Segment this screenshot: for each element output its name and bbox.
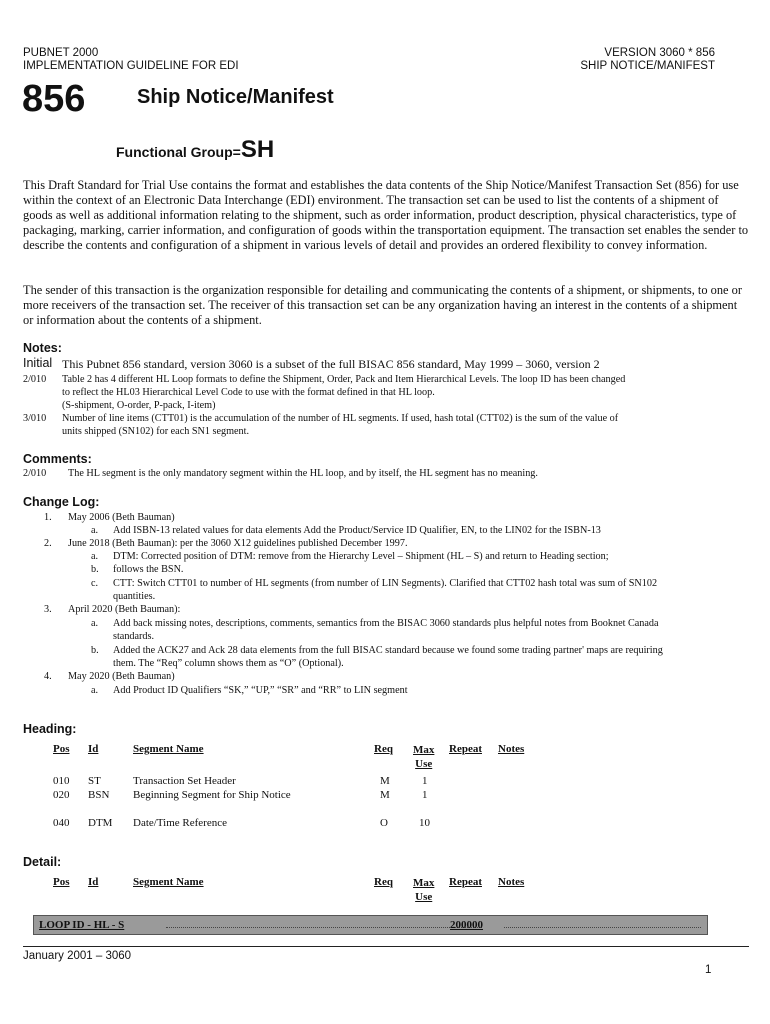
col-max-use-line2: Use: [415, 891, 433, 903]
changelog-marker-2a: a.: [91, 551, 99, 562]
notes-initial-text: This Pubnet 856 standard, version 3060 is a subset of the full BISAC 856 standard, May 1999 – 3060, version 2: [62, 357, 600, 371]
page-number: 1: [705, 964, 712, 976]
notes-initial-label: Initial: [23, 356, 53, 370]
col-req: Req: [374, 876, 393, 888]
col-repeat: Repeat: [449, 743, 482, 755]
changelog-item-4: May 2020 (Beth Bauman): [68, 671, 175, 682]
note-1-line1: Table 2 has 4 different HL Loop formats to define the Shipment, Order, Pack and Item Hierarchical Levels. The loop ID has been changed: [62, 374, 626, 385]
table-row-id: BSN: [88, 789, 110, 801]
changelog-item-3b: [113, 644, 753, 670]
changelog-item-1: May 2006 (Beth Bauman): [68, 512, 175, 523]
table-row-pos: 040: [53, 817, 70, 829]
changelog-heading: Change Log:: [23, 495, 100, 509]
col-pos: Pos: [53, 743, 70, 755]
col-repeat: Repeat: [449, 876, 482, 888]
table-row-name: Transaction Set Header: [133, 775, 236, 787]
note-ref-1: 2/010: [23, 374, 47, 385]
changelog-num-1: 1.: [44, 512, 52, 523]
changelog-marker-2c: c.: [91, 578, 99, 589]
note-2: [62, 412, 752, 438]
col-max-use-line2: Use: [415, 758, 433, 770]
comment-ref: 2/010: [23, 468, 47, 479]
note-2-line2: units shipped (SN102) for each SN1 segment.: [62, 426, 250, 437]
table-row-name: Beginning Segment for Ship Notice: [133, 789, 291, 801]
table-row-req: O: [380, 817, 388, 829]
col-pos: Pos: [53, 876, 70, 888]
changelog-item-3a-line1: Add back missing notes, descriptions, comments, semantics from the BISAC 3060 standards plus helpful notes from Booknet Canada: [113, 618, 659, 629]
note-1-line2: to reflect the HL03 Hierarchical Level Code to use with the format defined in that HL loop.: [62, 387, 435, 398]
intro-paragraph-2: The sender of this transaction is the organization responsible for detailing and communicating the contents of a shipment, or shipments, to one or more receivers of the transaction set. The receiver of this transaction set can be any organization having an interest in the contents of a shipment or information about the contents of a shipment.: [23, 283, 742, 327]
table-row-max: 1: [422, 789, 428, 801]
changelog-marker-4a: a.: [91, 685, 99, 696]
header-guideline: IMPLEMENTATION GUIDELINE FOR EDI: [23, 60, 239, 72]
changelog-num-2: 2.: [44, 538, 52, 549]
page-title: Ship Notice/Manifest: [137, 86, 334, 108]
header-doc-title: SHIP NOTICE/MANIFEST: [580, 60, 715, 72]
changelog-item-4a: Add Product ID Qualifiers “SK,” “UP,” “SR” and “RR” to LIN segment: [113, 685, 408, 696]
changelog-item-3a: [113, 617, 753, 643]
loop-dotted-leader: [166, 927, 482, 928]
changelog-item-3b-line2: them. The “Req” column shows them as “O” (Optional).: [113, 658, 344, 669]
header-right: [580, 47, 715, 73]
changelog-item-3a-line2: standards.: [113, 631, 155, 642]
col-req: Req: [374, 743, 393, 755]
note-1: [62, 373, 752, 412]
functional-group-code: SH: [240, 136, 275, 163]
col-max-use: [413, 876, 434, 904]
table-row-req: M: [380, 775, 390, 787]
table-row-max: 1: [422, 775, 428, 787]
col-id: Id: [88, 743, 99, 755]
changelog-num-3: 3.: [44, 604, 52, 615]
detail-section-label: Detail:: [23, 855, 62, 869]
changelog-item-2a: DTM: Corrected position of DTM: remove from the Hierarchy Level – Shipment (HL – S) and return to Heading section;: [113, 551, 609, 562]
col-notes: Notes: [498, 876, 525, 888]
col-max-use-line1: Max: [413, 877, 435, 889]
table-row-pos: 020: [53, 789, 70, 801]
changelog-num-4: 4.: [44, 671, 52, 682]
changelog-item-3: April 2020 (Beth Bauman):: [68, 604, 181, 615]
footer-date: January 2001 – 3060: [23, 950, 132, 962]
table-row-name: Date/Time Reference: [133, 817, 227, 829]
footer-rule: [23, 946, 749, 947]
table-row-max: 10: [419, 817, 430, 829]
loop-dotted-leader: [504, 927, 701, 928]
transaction-number: 856: [22, 78, 86, 120]
changelog-item-2: June 2018 (Beth Bauman): per the 3060 X12 guidelines published December 1997.: [68, 538, 408, 549]
loop-id-label: LOOP ID - HL - S: [39, 919, 125, 931]
loop-repeat-value: 200000: [450, 919, 483, 931]
col-max-use-line1: Max: [413, 744, 435, 756]
changelog-marker-2b: b.: [91, 564, 99, 575]
changelog-item-2b: follows the BSN.: [113, 564, 184, 575]
col-id: Id: [88, 876, 99, 888]
comments-heading: Comments:: [23, 452, 92, 466]
functional-group-label: Functional Group=: [116, 144, 241, 160]
col-notes: Notes: [498, 743, 525, 755]
changelog-marker-3b: b.: [91, 645, 99, 656]
intro-paragraph-1: This Draft Standard for Trial Use contains the format and establishes the data contents of the Ship Notice/Manifest Transaction Set (856) for use within the context of an Electronic Data Interchange (EDI) environment. The transaction set can be used to list the contents of a shipment of goods as well as additional information relating to the shipment, such as order information, product description, physical characteristics, type of packaging, marking, carrier information, and configuration of goods within the transportation equipment. The transaction set enables the sender to describe the contents and configuration of a shipment in various levels of detail and provides an ordered flexibility to convey information.: [23, 178, 749, 252]
changelog-item-1a: Add ISBN-13 related values for data elements Add the Product/Service ID Qualifier, EN, to the LIN02 for the ISBN-13: [113, 525, 601, 536]
changelog-item-2c: [113, 577, 753, 603]
note-2-line1: Number of line items (CTT01) is the accumulation of the number of HL segments. If used, hash total (CTT02) is the sum of the value of: [62, 413, 619, 424]
table-row-pos: 010: [53, 775, 70, 787]
changelog-marker-3a: a.: [91, 618, 99, 629]
note-ref-2: 3/010: [23, 413, 47, 424]
changelog-item-2c-line2: quantities.: [113, 591, 156, 602]
col-max-use: [413, 743, 434, 771]
comment-text: The HL segment is the only mandatory segment within the HL loop, and by itself, the HL segment has no meaning.: [68, 468, 538, 479]
header-version: VERSION 3060 * 856: [604, 47, 715, 59]
table-row-id: ST: [88, 775, 101, 787]
col-segment-name: Segment Name: [133, 743, 204, 755]
loop-bar: [33, 915, 708, 935]
changelog-item-3b-line1: Added the ACK27 and Ack 28 data elements from the full BISAC standard because we found some trading partner' maps are requiring: [113, 645, 663, 656]
changelog-item-2c-line1: CTT: Switch CTT01 to number of HL segments (from number of LIN Segments). Clarified that CTT02 hash total was sum of SN102: [113, 578, 658, 589]
header-org: PUBNET 2000: [23, 47, 99, 59]
heading-section-label: Heading:: [23, 722, 77, 736]
note-1-line3: (S-shipment, O-order, P-pack, I-item): [62, 400, 216, 411]
table-row-id: DTM: [88, 817, 113, 829]
changelog-marker-1a: a.: [91, 525, 99, 536]
header-left: [23, 47, 239, 73]
notes-heading: Notes:: [23, 341, 62, 355]
table-row-req: M: [380, 789, 390, 801]
col-segment-name: Segment Name: [133, 876, 204, 888]
functional-group: [116, 136, 274, 164]
